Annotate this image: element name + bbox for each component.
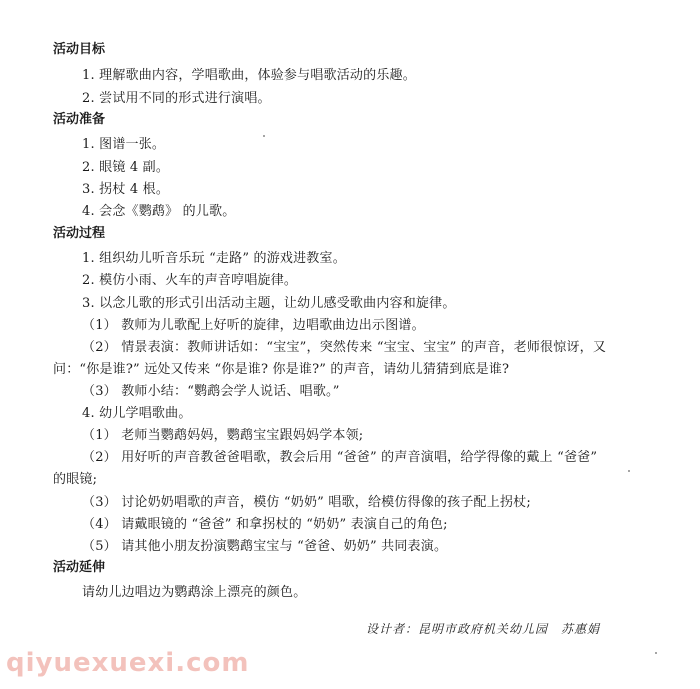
process-line-2: 2. 模仿小雨、火车的声音哼唱旋律。 bbox=[82, 273, 298, 288]
goals-line-2: 2. 尝试用不同的形式进行演唱。 bbox=[82, 91, 271, 106]
process-line-12: （3） 讨论奶奶唱歌的声音，模仿 “奶奶” 唱歌，给模仿得像的孩子配上拐杖; bbox=[82, 495, 531, 510]
process-line-13: （4） 请戴眼镜的 “爸爸” 和拿拐杖的 “奶奶” 表演自己的角色; bbox=[82, 517, 448, 532]
prep-line-2: 2. 眼镜 4 副。 bbox=[82, 160, 170, 175]
prep-line-3: 3. 拐杖 4 根。 bbox=[82, 182, 170, 197]
process-line-4: （1） 教师为儿歌配上好听的旋律，边唱歌曲边出示图谱。 bbox=[82, 318, 425, 333]
scan-speck bbox=[655, 652, 657, 654]
prep-line-1: 1. 图谱一张。 bbox=[82, 137, 166, 152]
process-line-6: 问：“你是谁?” 远处又传来 “你是谁? 你是谁?” 的声音，请幼儿猜猜到底是谁? bbox=[53, 362, 510, 377]
process-line-11: 的眼镜; bbox=[53, 472, 98, 487]
process-line-10: （2） 用好听的声音教爸爸唱歌，教会后用 “爸爸” 的声音演唱，给学得像的戴上 “爸爸” bbox=[82, 450, 598, 465]
designer-signature: 设计者：昆明市政府机关幼儿园 苏惠娟 bbox=[366, 622, 601, 636]
process-line-8: 4. 幼儿学唱歌曲。 bbox=[82, 406, 192, 421]
scan-speck bbox=[628, 470, 630, 472]
heading-process: 活动过程 bbox=[53, 226, 106, 241]
heading-extension: 活动延伸 bbox=[53, 560, 106, 575]
process-line-7: （3） 教师小结：“鹦鹉会学人说话、唱歌。” bbox=[82, 384, 340, 399]
process-line-1: 1. 组织幼儿听音乐玩 “走路” 的游戏进教室。 bbox=[82, 251, 346, 266]
prep-line-4: 4. 会念《鹦鹉》 的儿歌。 bbox=[82, 204, 236, 219]
goals-line-1: 1. 理解歌曲内容，学唱歌曲，体验参与唱歌活动的乐趣。 bbox=[82, 68, 416, 83]
site-watermark: qiyuexuexi.com bbox=[6, 648, 250, 678]
heading-goals: 活动目标 bbox=[53, 42, 106, 57]
process-line-5: （2） 情景表演：教师讲话如：“宝宝”，突然传来 “宝宝、宝宝” 的声音，老师很惊讶，又 bbox=[82, 340, 607, 355]
heading-prep: 活动准备 bbox=[53, 112, 106, 127]
process-line-14: （5） 请其他小朋友扮演鹦鹉宝宝与 “爸爸、奶奶” 共同表演。 bbox=[82, 539, 448, 554]
process-line-3: 3. 以念儿歌的形式引出活动主题，让幼儿感受歌曲内容和旋律。 bbox=[82, 296, 456, 311]
process-line-9: （1） 老师当鹦鹉妈妈，鹦鹉宝宝跟妈妈学本领; bbox=[82, 428, 364, 443]
scan-speck bbox=[263, 135, 265, 137]
extension-line-1: 请幼儿边唱边为鹦鹉涂上漂亮的颜色。 bbox=[82, 585, 307, 600]
